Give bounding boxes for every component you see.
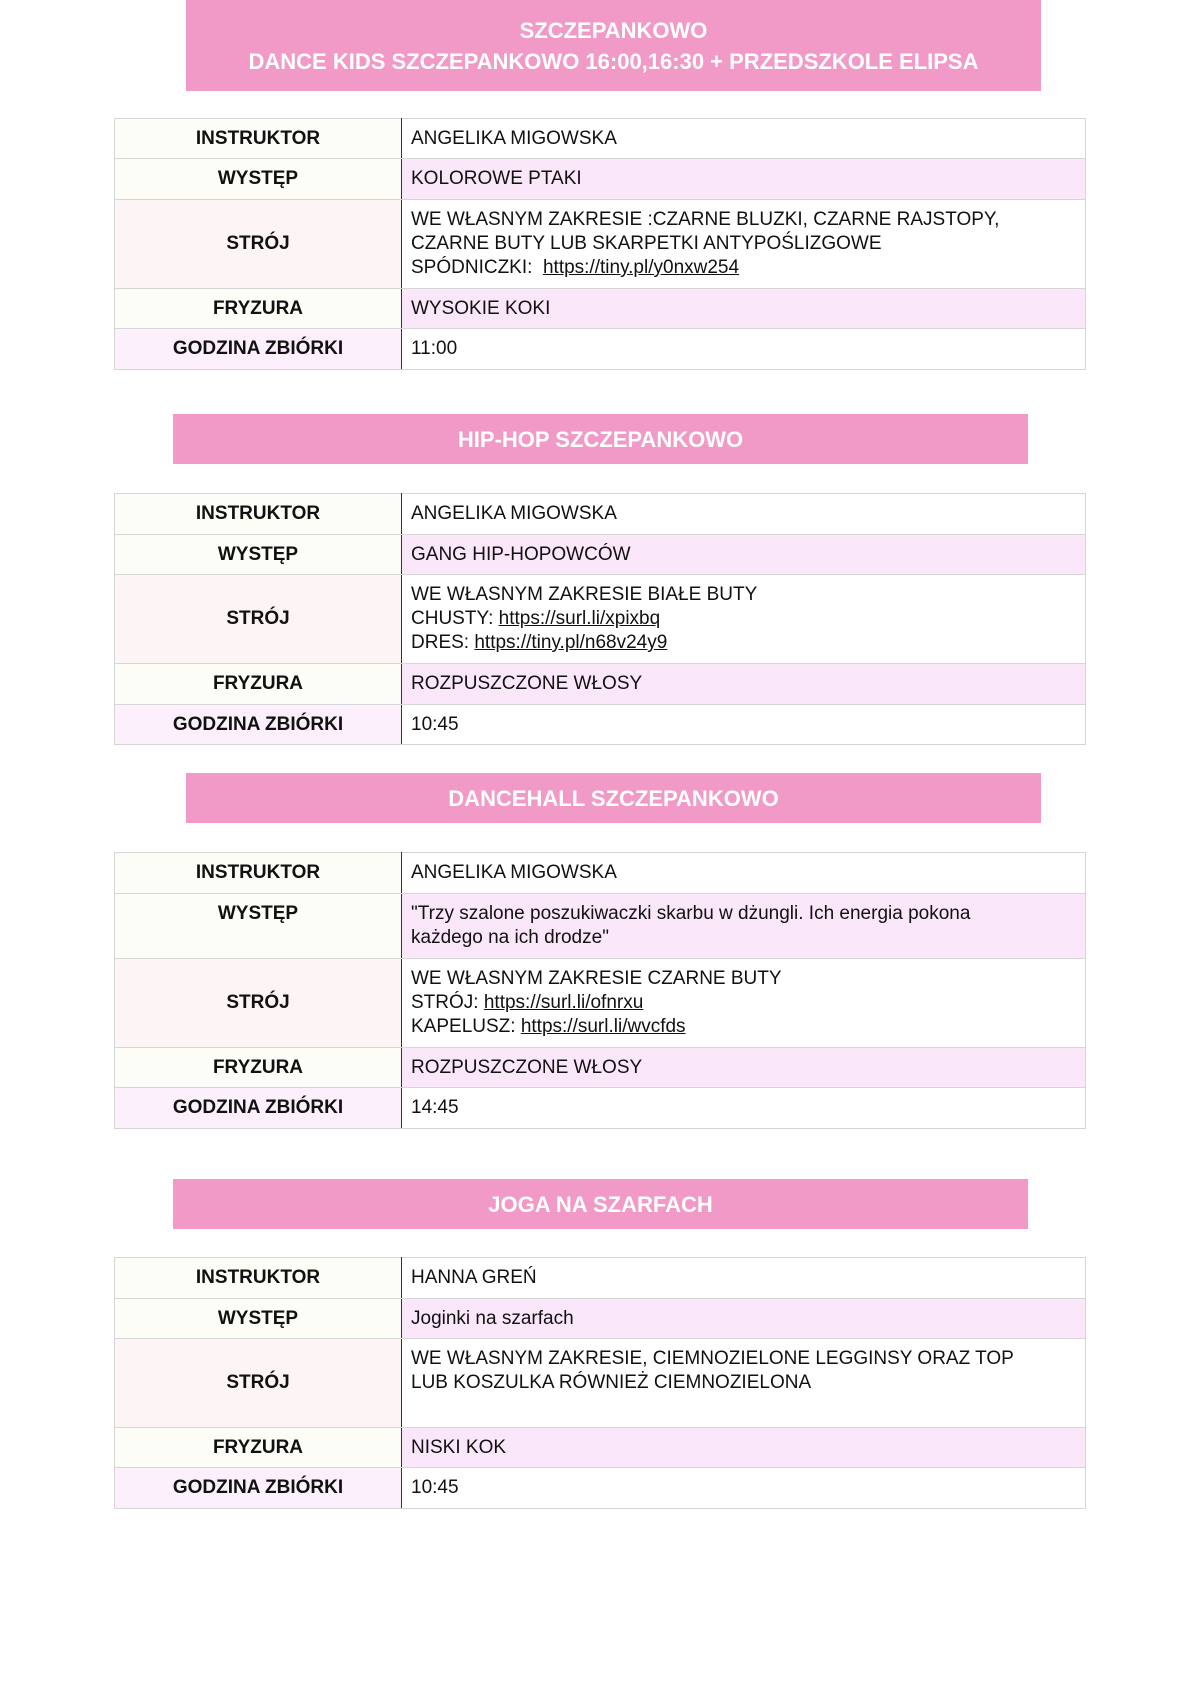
label-stroj: STRÓJ: [115, 959, 402, 1048]
wystep-line: "Trzy szalone poszukiwaczki skarbu w dżungli. Ich energia pokona: [411, 903, 971, 924]
value-wystep: [402, 535, 1086, 575]
stroj-link[interactable]: https://surl.li/ofnrxu: [483, 992, 644, 1013]
row-wystep: [115, 535, 1086, 575]
row-fryzura: [115, 664, 1086, 705]
value-fryzura: NISKI KOK: [402, 1428, 1086, 1468]
section-banner-joga: [173, 1179, 1028, 1229]
value-instruktor: ANGELIKA MIGOWSKA: [402, 119, 1086, 159]
stroj-link-label: DRES:: [411, 632, 475, 653]
value-godzina: 11:00: [402, 329, 1086, 370]
row-godzina: [115, 705, 1086, 745]
stroj-line: [411, 991, 1075, 1015]
label-wystep: WYSTĘP: [115, 1299, 402, 1339]
row-stroj: [115, 200, 1086, 289]
label-instruktor: INSTRUKTOR: [115, 119, 402, 159]
row-wystep: [115, 1299, 1086, 1339]
stroj-line: WE WŁASNYM ZAKRESIE BIAŁE BUTY: [411, 584, 758, 605]
value-instruktor: ANGELIKA MIGOWSKA: [402, 494, 1086, 535]
value-godzina: 10:45: [402, 705, 1086, 745]
label-fryzura: FRYZURA: [115, 1048, 402, 1088]
label-godzina: GODZINA ZBIÓRKI: [115, 1468, 402, 1509]
row-wystep: [115, 159, 1086, 200]
row-fryzura: [115, 1428, 1086, 1468]
value-stroj: [402, 959, 1086, 1048]
row-stroj: [115, 1339, 1086, 1428]
label-fryzura: FRYZURA: [115, 664, 402, 705]
value-wystep: [402, 1299, 1086, 1339]
wystep-line: Joginki na szarfach: [411, 1307, 574, 1329]
stroj-line: WE WŁASNYM ZAKRESIE :CZARNE BLUZKI, CZARNE RAJSTOPY,: [411, 209, 1000, 230]
stroj-link-label: STRÓJ:: [411, 992, 484, 1013]
banner-title-line: JOGA NA SZARFACH: [488, 1191, 713, 1217]
value-godzina: 10:45: [402, 1468, 1086, 1509]
stroj-link-label: KAPELUSZ:: [411, 1016, 521, 1037]
stroj-link[interactable]: https://surl.li/wvcfds: [520, 1016, 686, 1037]
label-instruktor: INSTRUKTOR: [115, 494, 402, 535]
info-table-joga: [114, 1257, 1086, 1509]
section-banner-szczepankowo: [186, 0, 1041, 91]
value-fryzura: ROZPUSZCZONE WŁOSY: [402, 1048, 1086, 1088]
wystep-line: GANG HIP-HOPOWCÓW: [411, 543, 631, 565]
row-godzina: [115, 1088, 1086, 1129]
stroj-link[interactable]: https://surl.li/xpixbq: [498, 608, 661, 629]
stroj-line: WE WŁASNYM ZAKRESIE, CIEMNOZIELONE LEGGINSY ORAZ TOP: [411, 1348, 1014, 1369]
label-instruktor: INSTRUKTOR: [115, 1258, 402, 1299]
row-stroj: [115, 575, 1086, 664]
stroj-line: CZARNE BUTY LUB SKARPETKI ANTYPOŚLIZGOWE: [411, 233, 882, 254]
row-fryzura: [115, 289, 1086, 329]
wystep-line: każdego na ich drodze": [411, 927, 609, 948]
stroj-link[interactable]: https://tiny.pl/n68v24y9: [474, 632, 668, 653]
label-godzina: GODZINA ZBIÓRKI: [115, 1088, 402, 1129]
row-instruktor: [115, 494, 1086, 535]
stroj-line: [411, 607, 1075, 631]
label-godzina: GODZINA ZBIÓRKI: [115, 705, 402, 745]
label-instruktor: INSTRUKTOR: [115, 853, 402, 894]
stroj-line: [411, 1015, 1075, 1039]
section-banner-hip-hop: [173, 414, 1028, 464]
label-stroj: STRÓJ: [115, 1339, 402, 1428]
value-fryzura: ROZPUSZCZONE WŁOSY: [402, 664, 1086, 705]
stroj-line: LUB KOSZULKA RÓWNIEŻ CIEMNOZIELONA: [411, 1372, 812, 1393]
banner-title-line: DANCEHALL SZCZEPANKOWO: [448, 785, 779, 811]
label-fryzura: FRYZURA: [115, 289, 402, 329]
row-instruktor: [115, 119, 1086, 159]
label-stroj: STRÓJ: [115, 575, 402, 664]
banner-title-line: DANCE KIDS SZCZEPANKOWO 16:00,16:30 + PRZEDSZKOLE ELIPSA: [248, 48, 979, 74]
value-godzina: 14:45: [402, 1088, 1086, 1129]
value-instruktor: ANGELIKA MIGOWSKA: [402, 853, 1086, 894]
row-godzina: [115, 1468, 1086, 1509]
value-stroj: [402, 1339, 1086, 1428]
info-table-szczepankowo: [114, 118, 1086, 370]
row-instruktor: [115, 1258, 1086, 1299]
stroj-link-label: CHUSTY:: [411, 608, 499, 629]
stroj-line: [411, 631, 1075, 655]
info-table-hip-hop: [114, 493, 1086, 745]
row-stroj: [115, 959, 1086, 1048]
stroj-link[interactable]: https://tiny.pl/y0nxw254: [542, 257, 740, 278]
stroj-line: WE WŁASNYM ZAKRESIE CZARNE BUTY: [411, 968, 782, 989]
row-instruktor: [115, 853, 1086, 894]
label-godzina: GODZINA ZBIÓRKI: [115, 329, 402, 370]
banner-title-line: SZCZEPANKOWO: [519, 17, 708, 43]
value-stroj: [402, 200, 1086, 289]
value-wystep: [402, 159, 1086, 200]
wystep-line: KOLOROWE PTAKI: [411, 168, 582, 189]
label-wystep: WYSTĘP: [115, 894, 402, 959]
label-stroj: STRÓJ: [115, 200, 402, 289]
stroj-link-label: SPÓDNICZKI:: [411, 257, 543, 278]
row-wystep: [115, 894, 1086, 959]
value-wystep: [402, 894, 1086, 959]
section-banner-dancehall: [186, 773, 1041, 823]
row-godzina: [115, 329, 1086, 370]
label-fryzura: FRYZURA: [115, 1428, 402, 1468]
label-wystep: WYSTĘP: [115, 535, 402, 575]
value-fryzura: WYSOKIE KOKI: [402, 289, 1086, 329]
banner-title-line: HIP-HOP SZCZEPANKOWO: [457, 426, 744, 452]
value-instruktor: HANNA GREŃ: [402, 1258, 1086, 1299]
info-table-dancehall: [114, 852, 1086, 1129]
stroj-line: [411, 256, 1075, 280]
row-fryzura: [115, 1048, 1086, 1088]
label-wystep: WYSTĘP: [115, 159, 402, 200]
value-stroj: [402, 575, 1086, 664]
